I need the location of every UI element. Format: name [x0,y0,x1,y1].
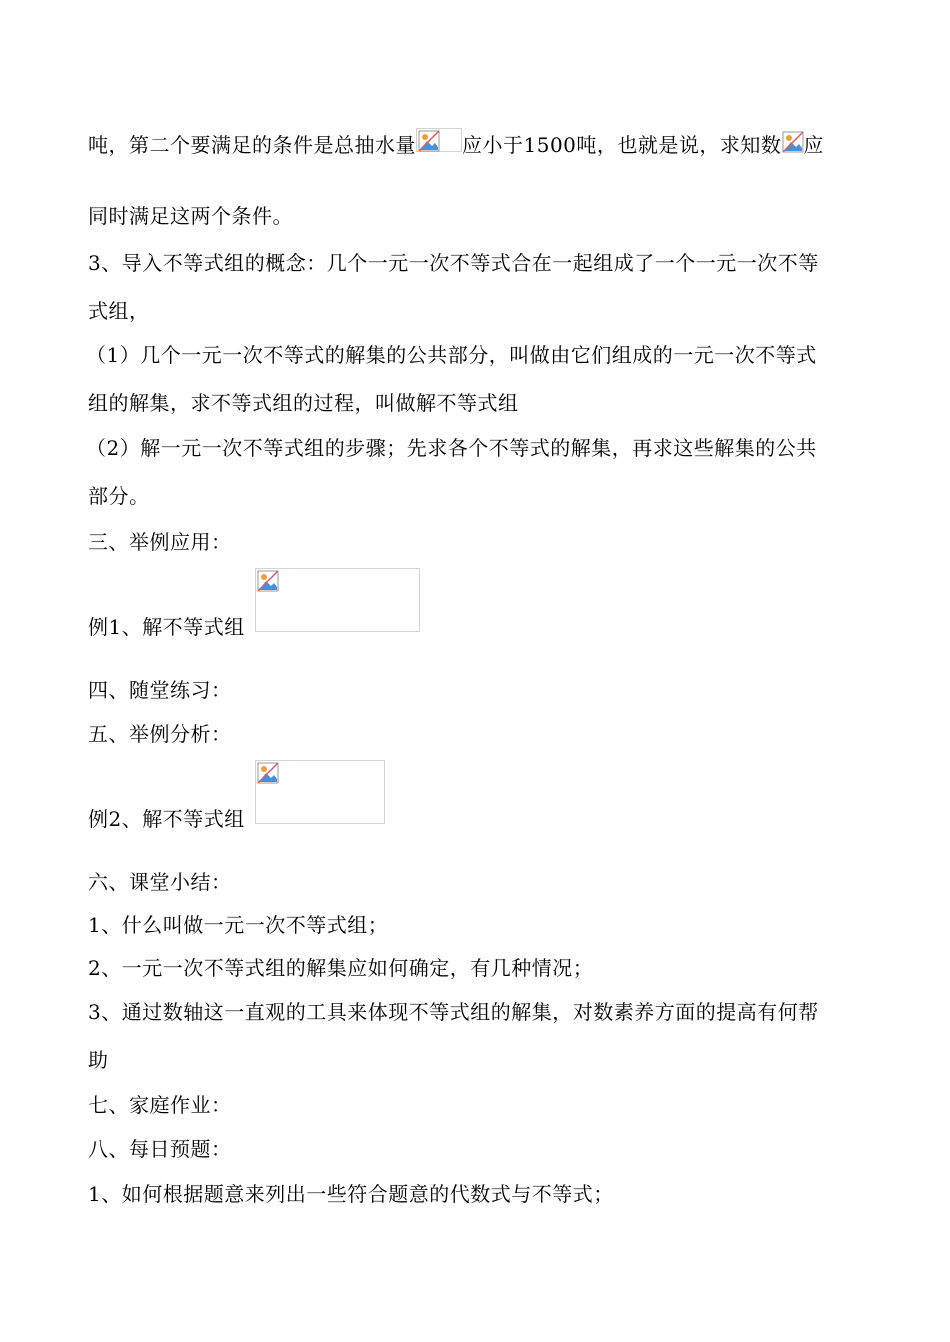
summary-item: 2、一元一次不等式组的解集应如何确定，有几种情况； [88,956,594,980]
concept-item: 组的解集，求不等式组的过程，叫做解不等式组 [88,391,519,415]
formula-image-example1 [255,568,420,632]
text-segment: 应小于1500吨，也就是说，求知数 [462,133,782,157]
example-label: 例2、解不等式组 [88,807,245,831]
example-label: 例1、解不等式组 [88,615,245,639]
section-heading: 三、举例应用： [88,530,232,554]
paragraph-line: 同时满足这两个条件。 [88,204,293,228]
section-heading: 七、家庭作业： [88,1093,232,1117]
paragraph-line [88,128,824,158]
text-segment: 应 [803,133,824,157]
broken-image-icon [418,130,440,152]
concept-line: 式组， [88,299,150,323]
preview-item: 1、如何根据题意来列出一些符合题意的代数式与不等式； [88,1182,614,1206]
section-heading: 四、随堂练习： [88,678,232,702]
concept-item: （2）解一元一次不等式组的步骤；先求各个不等式的解集，再求这些解集的公共 [86,436,817,460]
formula-image [416,128,462,152]
section-heading: 五、举例分析： [88,722,232,746]
concept-line: 3、导入不等式组的概念：几个一元一次不等式合在一起组成了一个一元一次不等 [88,251,819,275]
formula-image [781,130,803,152]
broken-image-icon [782,131,804,153]
summary-item: 1、什么叫做一元一次不等式组； [88,913,389,937]
summary-item: 3、通过数轴这一直观的工具来体现不等式组的解集，对数素养方面的提高有何帮 [88,1000,819,1024]
summary-item: 助 [88,1048,109,1072]
concept-item: 部分。 [88,484,150,508]
broken-image-icon [257,762,279,784]
text-segment: 吨，第二个要满足的条件是总抽水量 [88,133,416,157]
formula-image-example2 [255,760,385,824]
section-heading: 六、课堂小结： [88,870,232,894]
section-heading: 八、每日预题： [88,1137,232,1161]
broken-image-icon [257,570,279,592]
concept-item: （1）几个一元一次不等式的解集的公共部分，叫做由它们组成的一元一次不等式 [86,343,817,367]
